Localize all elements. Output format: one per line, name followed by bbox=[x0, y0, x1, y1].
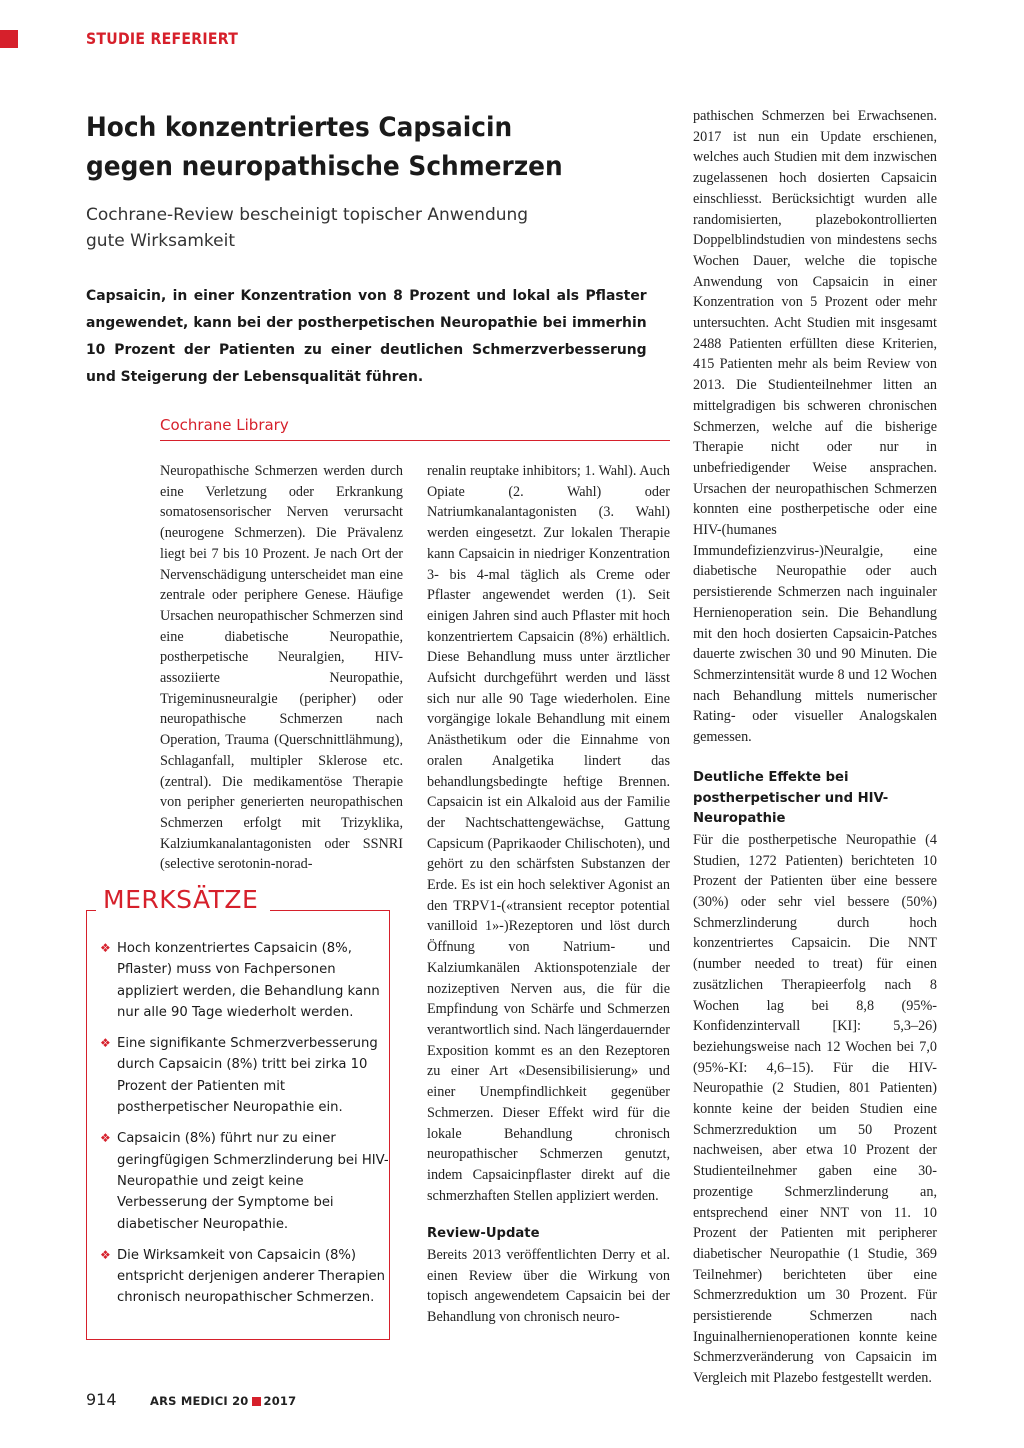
key-points-border bbox=[86, 910, 96, 911]
journal-name: ARS MEDICI 20 bbox=[150, 1394, 249, 1408]
key-points-list bbox=[100, 938, 390, 1319]
article-subtitle: Cochrane-Review bescheinigt topischer Anwendung gute Wirksamkeit bbox=[86, 205, 529, 251]
diamond-bullet-icon: ❖ bbox=[100, 1036, 111, 1051]
corner-mark bbox=[0, 30, 18, 48]
text-column-3 bbox=[693, 106, 937, 1389]
text-column-1 bbox=[160, 461, 403, 875]
paragraph: Neuropathische Schmerzen werden durch eine Verletzung oder Erkrankung somatosensorischer Nerven verursacht (neurogene Schmerzen). Die Prävalenz liegt bei 7 bis 10 Prozent. Je nach Ort der Nervenschädigung unterscheidet man eine zentrale oder periphere Genese. Häufige Ursachen neuropathischer Schmerzen sind eine diabetische Neuropathie, postherpetische Neuralgien, HIV-assoziierte Neuropathie, Trigeminusneuralgie (peripher) oder neuropathische Schmerzen nach Operation, Trauma (Querschnittlähmung), Schlaganfall, multipler Sklerose etc. (zentral). Die medikamentöse Therapie von peripher generierten neuropathischen Schmerzen erfolgt mit Trizyklika, Kalziumkanalantagonisten oder SSNRI (selective serotonin-norad- bbox=[160, 463, 403, 873]
list-item: ❖ Capsaicin (8%) führt nur zu einer geringfügigen Schmerzlinderung bei HIV-Neuropathie und zeigt keine Verbesserung der Symptome bei diabetischer Neuropathie. bbox=[100, 1128, 390, 1234]
source-label: Cochrane Library bbox=[160, 416, 289, 434]
source-divider bbox=[160, 440, 670, 441]
paragraph: pathischen Schmerzen bei Erwachsenen. 2017 ist nun ein Update erschienen, welches auch Studien mit dem inzwischen zugelassenen hoch dosierten Capsaicin einschliesst. Berücksichtigt wurden alle randomisierten, plazebokontrollierten Doppelblindstudien von mindestens sechs Wochen Dauer, welche die topische Anwendung von Capsaicin in einer Konzentration von 5 Prozent oder mehr untersuchten. Acht Studien mit insgesamt 2488 Patienten erfüllten diese Kriterien, 415 Patienten mehr als beim Review von 2013. Die Studienteilnehmer litten an mittelgradigen bis schweren chronischen Schmerzen, welche auf die bisherige Therapie nicht oder nur in unbefriedigender Weise ansprachen. Ursachen der neuropathischen Schmerzen konnten eine postherpetische oder eine HIV-(humanes Immundefizienzvirus-)Neuralgie, eine diabetische Neuropathie oder auch persistierende Schmerzen nach inguinaler Hernienoperation sein. Die Behandlung mit den hoch dosierten Capsaicin-Patches dauerte zwischen 30 und 90 Minuten. Die Schmerzintensität wurde 8 und 12 Wochen nach Behandlung mittels numerischer Rating- oder visueller Analogskalen gemessen. bbox=[693, 108, 937, 746]
section-heading: Deutliche Effekte bei postherpetischer und HIV-Neuropathie bbox=[693, 769, 889, 827]
paragraph: renalin reuptake inhibitors; 1. Wahl). Auch Opiate (2. Wahl) oder Natriumkanalantagonisten (3. Wahl) werden eingesetzt. Zur lokalen Therapie kann Capsaicin in niedriger Konzentration 3- bis 4-mal täglich als Creme oder Pflaster angewendet werden (1). Seit einigen Jahren sind auch Pflaster mit hoch konzentriertem Capsaicin (8%) erhältlich. Diese Behandlung muss unter ärztlicher Aufsicht durchgeführt werden und lässt sich nur alle 90 Tage wiederholen. Eine vorgängige lokale Behandlung mit einem Anästhetikum oder die Einnahme von oralen Analgetika lindert das behandlungsbedingte heftige Brennen. Capsaicin ist ein Alkaloid aus der Familie der Nachtschattengewächse, Gattung Capsicum (Paprikaoder Chilischoten), und gehört zu den schärfsten Substanzen der Erde. Es ist ein hoch selektiver Agonist an den TRPV1-(«transient receptor potential vanilloid 1»-)Rezeptoren und löst durch Öffnung von Natrium- und Kalziumkanälen Aktionspotenziale der nozizeptiven Nerven aus, die für die Empfindung von Schärfe und Schmerzen verantwortlich sind. Nach längerdauernder Exposition kommt es an den Rezeptoren zu einer Art «Desensibilisierung» und einer Unempfindlichkeit gegenüber Schmerzen. Dieser Effekt wird für die lokale Behandlung chronisch neuropathischer Schmerzen genutzt, indem Capsaicinpflaster direkt auf die schmerzhaften Stellen appliziert werden. bbox=[427, 463, 670, 1204]
text-column-2 bbox=[427, 461, 670, 1328]
article-title: Hoch konzentriertes Capsaicin gegen neuropathische Schmerzen bbox=[86, 112, 563, 182]
paragraph: Für die postherpetische Neuropathie (4 Studien, 1272 Patienten) berichteten 10 Prozent der Patienten über eine bessere (30%) oder sehr viel bessere (50%) Schmerzlinderung durch hoch konzentriertes Capsaicin. Die NNT (number needed to treat) für einen zusätzlichen Therapieerfolg nach 8 Wochen lag bei 8,8 (95%-Konfidenzintervall [KI]: 5,3–26) beziehungsweise nach 12 Wochen bei 7,0 (95%-KI: 4,6–15). Für die HIV-Neuropathie (2 Studien, 801 Patienten) konnte keine der beiden Studien eine Schmerzreduktion um 50 Prozent nachweisen, aber etwa 10 Prozent der Studienteilnehmer gaben eine 30-prozentige Schmerzlinderung an, entsprechend einer NNT von 11. 10 Prozent der Patienten mit peripherer diabetischer Neuropathie (1 Studie, 369 Teilnehmer) berichteten über eine Schmerzreduktion um 30 Prozent. Für persistierende Schmerzen nach Inguinalhernienoperationen konnte keine Schmerzveränderung von Capsaicin im Vergleich mit Plazebo festgestellt werden. bbox=[693, 831, 937, 1387]
article-lead: Capsaicin, in einer Konzentration von 8 Prozent und lokal als Pflaster angewendet, kann bei der postherpetischen Neuropathie bei immerhin 10 Prozent der Patienten zu einer deutlichen Schmerzverbesserung und Steigerung der Lebensqualität führen. bbox=[86, 288, 647, 385]
key-points-border bbox=[270, 910, 390, 911]
journal-footer bbox=[150, 1394, 296, 1408]
footer-square-mark bbox=[252, 1397, 261, 1406]
paragraph: Bereits 2013 veröffentlichten Derry et al. einen Review über die Wirkung von topisch angewendetem Capsaicin bei der Behandlung von chronisch neuro- bbox=[427, 1247, 670, 1326]
list-item: ❖ Hoch konzentriertes Capsaicin (8%, Pflaster) muss von Fachpersonen appliziert werden, die Behandlung kann nur alle 90 Tage wiederholt werden. bbox=[100, 938, 390, 1023]
key-points-title: MERKSÄTZE bbox=[103, 885, 259, 914]
diamond-bullet-icon: ❖ bbox=[100, 1247, 111, 1262]
section-heading: Review-Update bbox=[427, 1226, 540, 1242]
section-label: STUDIE REFERIERT bbox=[86, 29, 239, 48]
list-item: ❖ Eine signifikante Schmerzverbesserung durch Capsaicin (8%) tritt bei zirka 10 Prozent der Patienten mit postherpetischer Neuropathie ein. bbox=[100, 1033, 390, 1118]
diamond-bullet-icon: ❖ bbox=[100, 1131, 111, 1146]
page-number: 914 bbox=[86, 1390, 117, 1409]
list-item: ❖ Die Wirksamkeit von Capsaicin (8%) entspricht derjenigen anderer Therapien chronisch neuropathischer Schmerzen. bbox=[100, 1245, 390, 1309]
diamond-bullet-icon: ❖ bbox=[100, 941, 111, 955]
journal-year: 2017 bbox=[263, 1394, 297, 1408]
